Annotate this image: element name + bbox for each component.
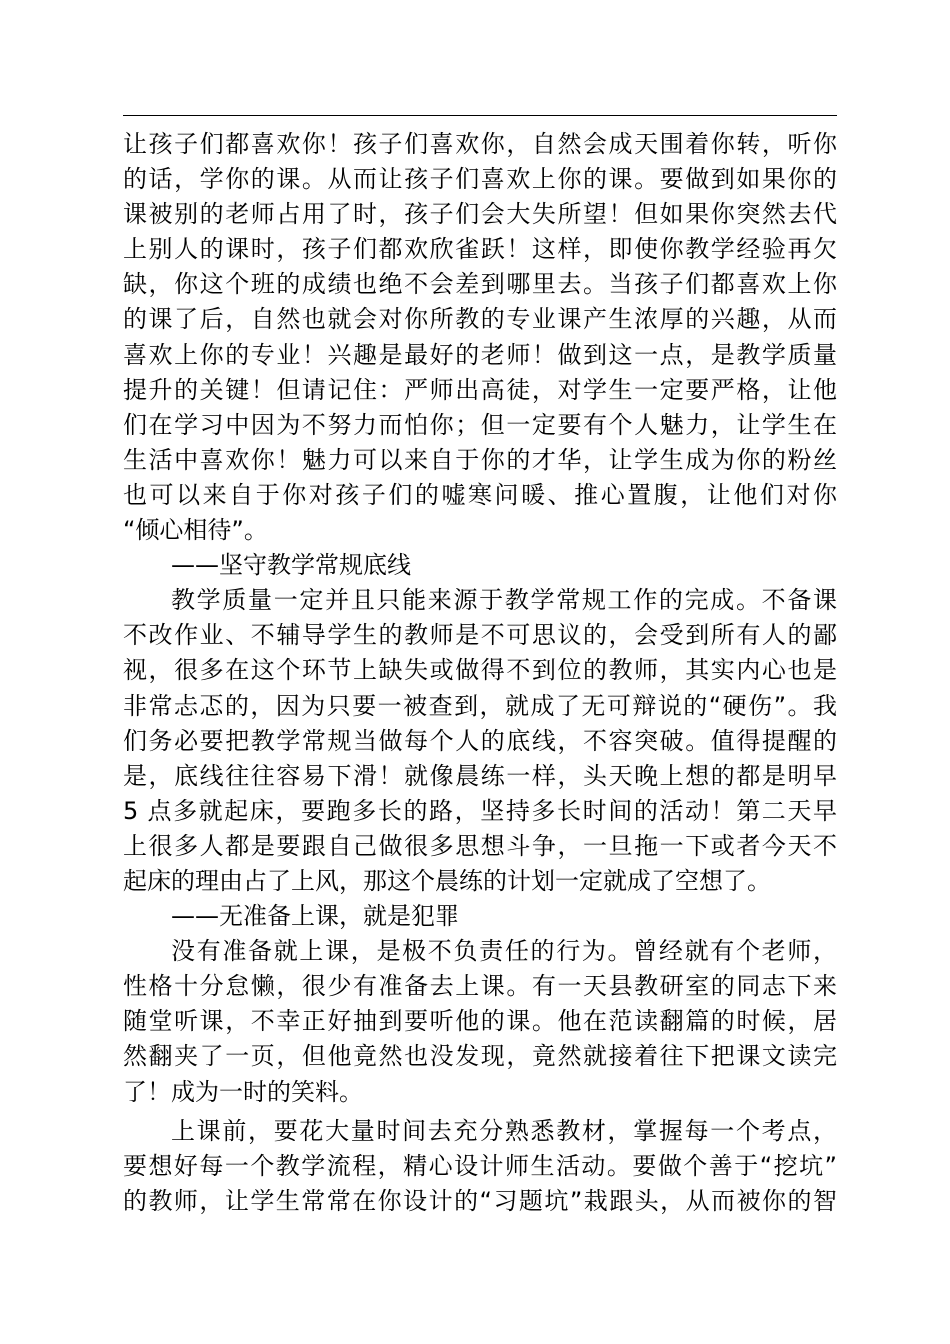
text-line: 们在学习中因为不努力而怕你；但一定要有个人魅力，让学生在 <box>123 410 837 439</box>
text-line: 的教师，让学生常常在你设计的“习题坑”栽跟头，从而被你的智 <box>123 1186 837 1215</box>
text-line: 是，底线往往容易下滑！就像晨练一样，头天晚上想的都是明早 <box>123 761 837 790</box>
text-line: 随堂听课，不幸正好抽到要听他的课。他在范读翻篇的时候，居 <box>123 1007 837 1036</box>
text-line: 上很多人都是要跟自己做很多思想斗争，一旦拖一下或者今天不 <box>123 831 837 860</box>
text-line: 要想好每一个教学流程，精心设计师生活动。要做个善于“挖坑” <box>123 1151 837 1180</box>
text-line: 非常忐忑的，因为只要一被查到，就成了无可辩说的“硬伤”。我 <box>123 691 837 720</box>
text-line: 上别人的课时，孩子们都欢欣雀跃！这样，即使你教学经验再欠 <box>123 235 837 264</box>
document-body <box>123 127 837 1219</box>
text-line: 缺，你这个班的成绩也绝不会差到哪里去。当孩子们都喜欢上你 <box>123 270 837 299</box>
text-line: 起床的理由占了上风，那这个晨练的计划一定就成了空想了。 <box>123 866 771 895</box>
text-line: 然翻夹了一页，但他竟然也没发现，竟然就接着往下把课文读完 <box>123 1042 837 1071</box>
section-heading: ——无准备上课，就是犯罪 <box>171 902 459 931</box>
text-line: 没有准备就上课，是极不负责任的行为。曾经就有个老师， <box>171 937 837 966</box>
header-rule <box>123 115 837 116</box>
text-line: “倾心相待”。 <box>123 516 268 545</box>
text-line: 让孩子们都喜欢你！孩子们喜欢你，自然会成天围着你转，听你 <box>123 130 837 158</box>
section-heading: ——坚守教学常规底线 <box>171 551 411 580</box>
text-line: 上课前，要花大量时间去充分熟悉教材，掌握每一个考点， <box>171 1116 837 1145</box>
text-line: 提升的关键！但请记住：严师出高徒，对学生一定要严格，让他 <box>123 375 837 404</box>
text-line: 课被别的老师占用了时，孩子们会大失所望！但如果你突然去代 <box>123 200 837 229</box>
text-line: 生活中喜欢你！魅力可以来自于你的才华，让学生成为你的粉丝 <box>123 445 837 474</box>
text-line: 了！成为一时的笑料。 <box>123 1077 363 1106</box>
text-line: 喜欢上你的专业！兴趣是最好的老师！做到这一点，是教学质量 <box>123 340 837 369</box>
text-line: 的课了后，自然也就会对你所教的专业课产生浓厚的兴趣，从而 <box>123 305 837 334</box>
text-line: 也可以来自于你对孩子们的嘘寒问暖、推心置腹，让他们对你 <box>123 480 837 509</box>
text-line: 视，很多在这个环节上缺失或做得不到位的教师，其实内心也是 <box>123 656 837 685</box>
text-line: 教学质量一定并且只能来源于教学常规工作的完成。不备课 <box>171 586 837 615</box>
text-line: 的话，学你的课。从而让孩子们喜欢上你的课。要做到如果你的 <box>123 165 837 194</box>
text-line: 性格十分怠懒，很少有准备去上课。有一天县教研室的同志下来 <box>123 972 837 1001</box>
text-line: 们务必要把教学常规当做每个人的底线，不容突破。值得提醒的 <box>123 726 837 755</box>
text-line: 不改作业、不辅导学生的教师是不可思议的，会受到所有人的鄙 <box>123 621 837 650</box>
text-line: 5 点多就起床，要跑多长的路，坚持多长时间的活动！第二天早 <box>123 796 837 825</box>
